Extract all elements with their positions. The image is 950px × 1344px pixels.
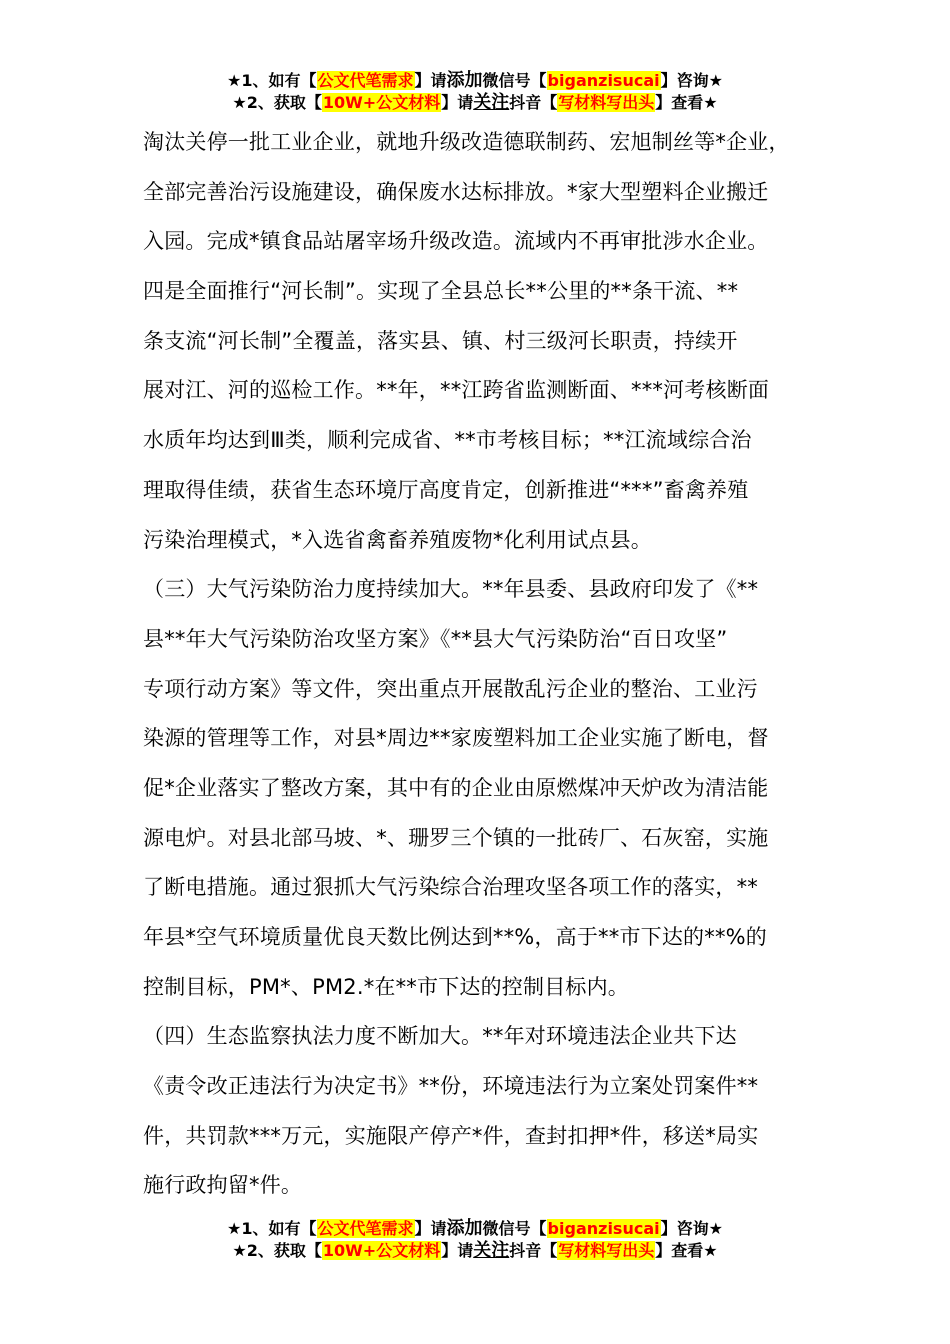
body-line: 县**年大气污染防治攻坚方案》《**县大气污染防治“百日攻坚” [143, 626, 728, 651]
body-line: 年县*空气环境质量优良天数比例达到**%，高于**市下达的**%的 [143, 925, 768, 949]
header-line-2: ★2、获取【10W+公文材料】请关注抖音【写材料写出头】查看★ [232, 92, 718, 113]
body-line: 水质年均达到Ⅲ类，顺利完成省、**市考核目标；**江流域综合治 [143, 428, 752, 453]
footer-banner [0, 1218, 950, 1262]
highlight-writing-service: 公文代笔需求 [317, 71, 414, 90]
body-line: 染源的管理等工作，对县*周边**家废塑料加工企业实施了断电，督 [143, 726, 769, 751]
body-line: 入园。完成*镇食品站屠宰场升级改造。流域内不再审批涉水企业。 [143, 229, 769, 254]
body-line: 全部完善治污设施建设，确保废水达标排放。*家大型塑料企业搬迁 [143, 179, 769, 204]
body-line: 展对江、河的巡检工作。**年，**江跨省监测断面、***河考核断面 [143, 378, 770, 403]
footer-line-1: ★1、如有【公文代笔需求】请添加微信号【biganzisucai】咨询★ [227, 1218, 723, 1239]
highlight-materials: 10W+公文材料 [322, 93, 441, 112]
body-line: 《责令改正违法行为决定书》**份，环境违法行为立案处罚案件** [143, 1074, 759, 1099]
body-line: 专项行动方案》等文件，突出重点开展散乱污企业的整治、工业污 [143, 676, 758, 701]
body-line: 施行政拘留*件。 [143, 1173, 303, 1198]
body-line: 了断电措施。通过狠抓大气污染综合治理攻坚各项工作的落实，** [143, 875, 758, 900]
body-line: （四）生态监察执法力度不断加大。**年对环境违法企业共下达 [143, 1024, 737, 1049]
document-body [143, 118, 815, 1211]
body-line: 淘汰关停一批工业企业，就地升级改造德联制药、宏旭制丝等*企业， [143, 130, 790, 154]
footer-line-2: ★2、获取【10W+公文材料】请关注抖音【写材料写出头】查看★ [232, 1240, 718, 1261]
header-line-1: ★1、如有【公文代笔需求】请添加微信号【biganzisucai】咨询★ [227, 70, 723, 91]
highlight-materials: 10W+公文材料 [322, 1241, 441, 1260]
body-line: 污染治理模式，*入选省禽畜养殖废物*化利用试点县。 [143, 527, 652, 552]
header-banner [0, 70, 950, 114]
body-line: 源电炉。对县北部马坡、*、珊罗三个镇的一批砖厂、石灰窑，实施 [143, 825, 769, 850]
highlight-wechat-id: biganzisucai [547, 1219, 660, 1238]
body-line: 理取得佳绩，获省生态环境厅高度肯定，创新推进“***”畜禽养殖 [143, 477, 749, 502]
body-line: （三）大气污染防治力度持续加大。**年县委、县政府印发了《** [143, 577, 759, 602]
body-line: 促*企业落实了整改方案，其中有的企业由原燃煤冲天炉改为清洁能 [143, 775, 769, 800]
body-line: 件，共罚款***万元，实施限产停产*件，查封扣押*件，移送*局实 [143, 1123, 759, 1148]
body-line: 控制目标，PM*、PM2.*在**市下达的控制目标内。 [143, 974, 629, 999]
body-line: 四是全面推行“河长制”。实现了全县总长**公里的**条干流、** [143, 279, 739, 304]
highlight-writing-service: 公文代笔需求 [317, 1219, 414, 1238]
highlight-wechat-id: biganzisucai [547, 71, 660, 90]
body-line: 条支流“河长制”全覆盖，落实县、镇、村三级河长职责，持续开 [143, 328, 738, 353]
highlight-douyin-account: 写材料写出头 [558, 93, 655, 112]
highlight-douyin-account: 写材料写出头 [558, 1241, 655, 1260]
